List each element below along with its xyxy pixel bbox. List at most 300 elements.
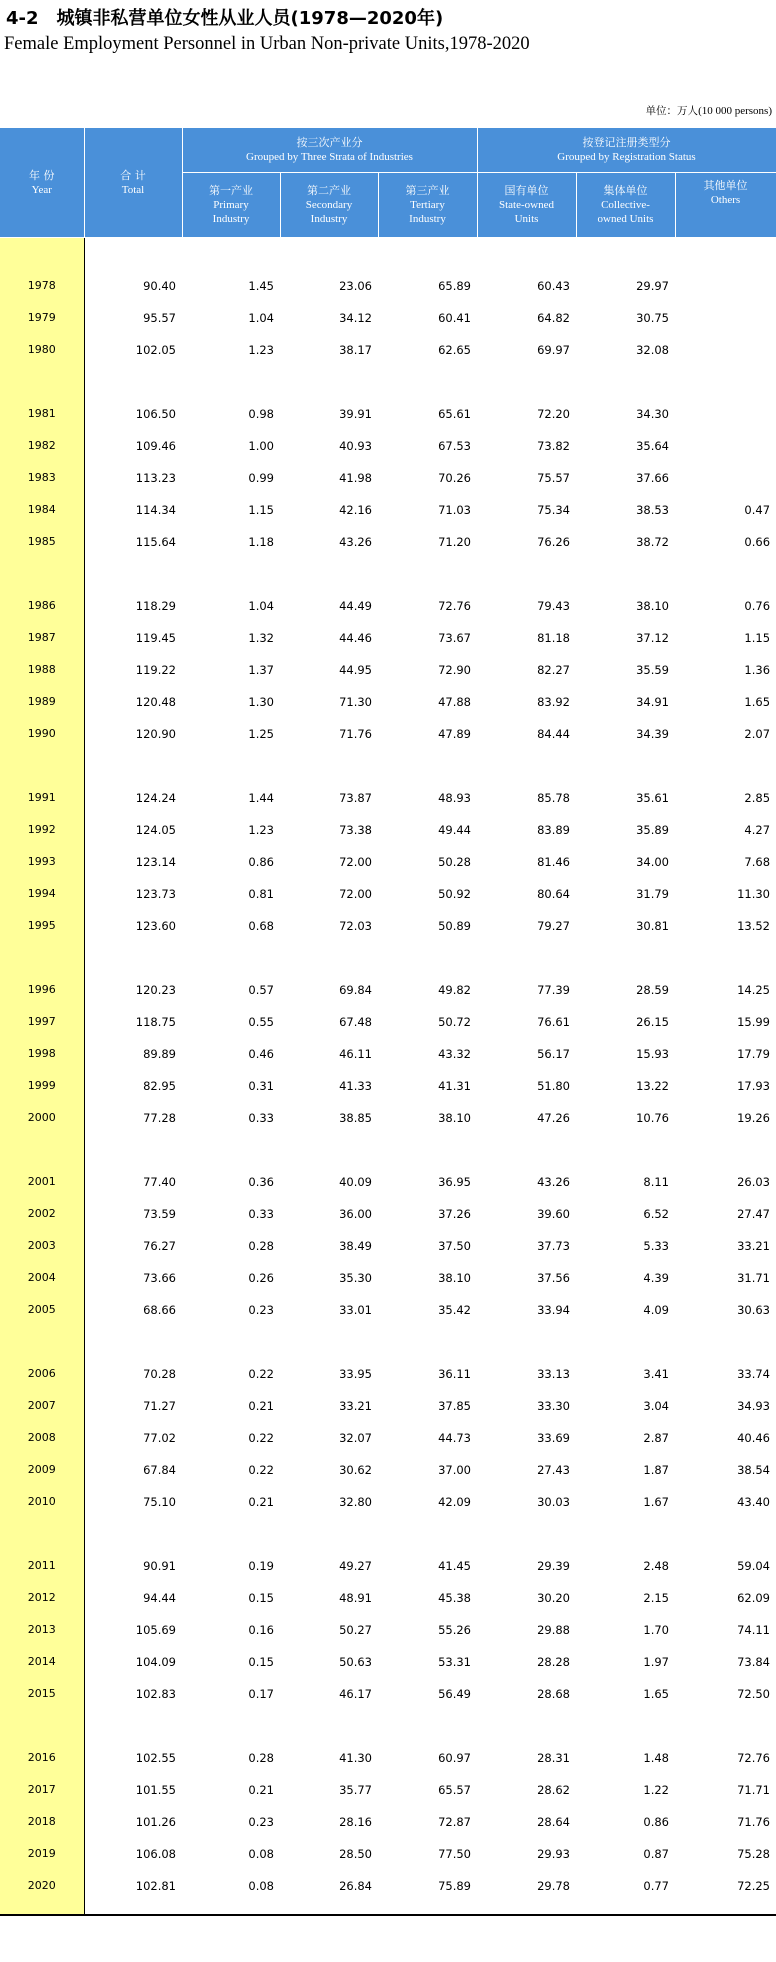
table-row <box>0 1486 776 1518</box>
spacer-cell <box>477 366 576 398</box>
spacer-cell <box>84 366 182 398</box>
data-table <box>0 127 776 1916</box>
cell-total: 101.55 <box>135 1783 176 1797</box>
cell-year: 1979 <box>0 302 84 334</box>
cell-collective: 26.15 <box>636 1015 669 1029</box>
cell-collective: 10.76 <box>636 1111 669 1125</box>
cell-secondary: 46.17 <box>339 1687 372 1701</box>
table-row <box>0 1230 776 1262</box>
spacer-cell <box>84 1902 182 1915</box>
cell-state-owned: 30.03 <box>537 1495 570 1509</box>
spacer-cell <box>477 238 576 271</box>
cell-primary: 1.04 <box>248 311 274 325</box>
cell-others <box>675 270 776 302</box>
header-collective <box>576 173 675 238</box>
header-group-registration <box>477 128 776 173</box>
spacer-cell <box>477 558 576 590</box>
cell-year: 2009 <box>0 1454 84 1486</box>
cell-others: 43.40 <box>737 1495 771 1509</box>
table-row <box>0 1582 776 1614</box>
header-tertiary-en1: Tertiary <box>410 199 445 211</box>
cell-others: 0.47 <box>744 503 771 517</box>
cell-collective: 2.15 <box>643 1591 669 1605</box>
cell-state-owned: 69.97 <box>537 343 570 357</box>
cell-secondary: 40.09 <box>339 1175 372 1189</box>
cell-year: 1986 <box>0 590 84 622</box>
cell-total: 119.22 <box>135 663 176 677</box>
spacer-cell <box>280 1902 378 1915</box>
cell-state-owned: 33.13 <box>537 1367 570 1381</box>
spacer-cell <box>280 238 378 271</box>
header-state-owned-en2: Units <box>514 213 539 225</box>
spacer-cell <box>378 1902 477 1915</box>
page-title-cn: 4-2 城镇非私营单位女性从业人员(1978—2020年) <box>6 8 444 29</box>
cell-collective: 0.87 <box>643 1847 669 1861</box>
cell-total: 77.28 <box>143 1111 176 1125</box>
cell-total: 82.95 <box>143 1079 176 1093</box>
cell-year: 1997 <box>0 1006 84 1038</box>
cell-year: 2012 <box>0 1582 84 1614</box>
cell-others: 1.36 <box>744 663 771 677</box>
cell-total: 105.69 <box>135 1623 176 1637</box>
cell-tertiary: 37.50 <box>438 1239 471 1253</box>
cell-tertiary: 36.95 <box>438 1175 471 1189</box>
cell-state-owned: 76.61 <box>537 1015 570 1029</box>
cell-primary: 0.22 <box>248 1367 274 1381</box>
cell-collective: 37.12 <box>636 631 669 645</box>
header-state-owned-en1: State-owned <box>499 199 554 211</box>
cell-primary: 0.36 <box>248 1175 274 1189</box>
table-row <box>0 1198 776 1230</box>
spacer-cell <box>477 750 576 782</box>
cell-collective: 1.87 <box>643 1463 669 1477</box>
cell-others: 71.71 <box>737 1783 771 1797</box>
cell-others: 73.84 <box>737 1655 771 1669</box>
table-row <box>0 654 776 686</box>
cell-collective: 1.48 <box>643 1751 669 1765</box>
cell-total: 120.23 <box>135 983 176 997</box>
cell-primary: 0.16 <box>248 1623 274 1637</box>
cell-secondary: 34.12 <box>339 311 372 325</box>
cell-secondary: 46.11 <box>339 1047 372 1061</box>
cell-year: 2007 <box>0 1390 84 1422</box>
cell-collective: 0.77 <box>643 1879 669 1893</box>
cell-primary: 0.99 <box>248 471 274 485</box>
header-year-cn: 年 份 <box>29 168 55 182</box>
cell-total: 102.05 <box>135 343 176 357</box>
cell-secondary: 72.03 <box>339 919 372 933</box>
cell-secondary: 67.48 <box>339 1015 372 1029</box>
cell-total: 109.46 <box>135 439 176 453</box>
cell-primary: 1.44 <box>248 791 274 805</box>
cell-others: 30.63 <box>737 1303 771 1317</box>
cell-year: 1987 <box>0 622 84 654</box>
cell-collective: 35.61 <box>636 791 669 805</box>
cell-state-owned: 85.78 <box>537 791 570 805</box>
cell-secondary: 72.00 <box>339 855 372 869</box>
header-others <box>675 173 776 238</box>
cell-tertiary: 49.82 <box>438 983 471 997</box>
cell-collective: 38.53 <box>636 503 669 517</box>
cell-primary: 0.55 <box>248 1015 274 1029</box>
cell-year: 2019 <box>0 1838 84 1870</box>
cell-collective: 0.86 <box>643 1815 669 1829</box>
cell-tertiary: 72.76 <box>438 599 471 613</box>
cell-year: 2017 <box>0 1774 84 1806</box>
table-row <box>0 590 776 622</box>
spacer-cell <box>576 750 675 782</box>
cell-primary: 0.23 <box>248 1815 274 1829</box>
table-row <box>0 1390 776 1422</box>
cell-year: 2014 <box>0 1646 84 1678</box>
cell-tertiary: 35.42 <box>438 1303 471 1317</box>
cell-secondary: 38.49 <box>339 1239 372 1253</box>
cell-total: 90.40 <box>143 279 176 293</box>
spacer-row <box>0 1518 776 1550</box>
cell-tertiary: 60.97 <box>438 1751 471 1765</box>
cell-collective: 13.22 <box>636 1079 669 1093</box>
cell-secondary: 32.07 <box>339 1431 372 1445</box>
cell-total: 106.08 <box>135 1847 176 1861</box>
cell-others: 0.76 <box>744 599 771 613</box>
cell-secondary: 38.85 <box>339 1111 372 1125</box>
cell-year: 1992 <box>0 814 84 846</box>
cell-tertiary: 71.20 <box>438 535 471 549</box>
table-row <box>0 1038 776 1070</box>
cell-collective: 4.09 <box>643 1303 669 1317</box>
cell-others: 26.03 <box>737 1175 771 1189</box>
header-secondary-en2: Industry <box>310 213 348 225</box>
cell-secondary: 69.84 <box>339 983 372 997</box>
cell-secondary: 50.27 <box>339 1623 372 1637</box>
table-row <box>0 302 776 334</box>
cell-secondary: 44.46 <box>339 631 372 645</box>
cell-collective: 3.41 <box>643 1367 669 1381</box>
cell-secondary: 43.26 <box>339 535 372 549</box>
cell-tertiary: 38.10 <box>438 1111 471 1125</box>
header-tertiary-cn: 第三产业 <box>405 184 450 197</box>
spacer-cell <box>182 942 280 974</box>
cell-collective: 29.97 <box>636 279 669 293</box>
cell-others: 27.47 <box>737 1207 771 1221</box>
spacer-cell <box>84 750 182 782</box>
table-row <box>0 1454 776 1486</box>
cell-tertiary: 50.72 <box>438 1015 471 1029</box>
header-state-owned <box>477 173 576 238</box>
spacer-cell <box>280 942 378 974</box>
spacer-cell <box>675 366 776 398</box>
cell-others: 14.25 <box>737 983 771 997</box>
cell-year: 1978 <box>0 270 84 302</box>
cell-secondary: 26.84 <box>339 1879 372 1893</box>
header-others-en1: Others <box>710 194 741 206</box>
cell-secondary: 40.93 <box>339 439 372 453</box>
table-header <box>0 128 776 238</box>
spacer-row <box>0 942 776 974</box>
cell-primary: 0.68 <box>248 919 274 933</box>
cell-secondary: 33.01 <box>339 1303 372 1317</box>
cell-total: 95.57 <box>143 311 176 325</box>
table-row <box>0 430 776 462</box>
cell-primary: 0.28 <box>248 1751 274 1765</box>
cell-total: 115.64 <box>135 535 176 549</box>
header-year <box>0 128 84 238</box>
header-primary-en1: Primary <box>213 199 249 211</box>
cell-year: 1984 <box>0 494 84 526</box>
cell-tertiary: 42.09 <box>438 1495 471 1509</box>
cell-tertiary: 37.85 <box>438 1399 471 1413</box>
cell-collective: 38.72 <box>636 535 669 549</box>
spacer-cell <box>0 1518 84 1550</box>
header-primary-cn: 第一产业 <box>209 184 253 197</box>
cell-others: 40.46 <box>737 1431 771 1445</box>
table-row <box>0 1166 776 1198</box>
header-group-industry-en: Grouped by Three Strata of Industries <box>246 151 413 163</box>
cell-state-owned: 83.92 <box>537 695 570 709</box>
table-row <box>0 814 776 846</box>
spacer-cell <box>477 942 576 974</box>
cell-year: 1982 <box>0 430 84 462</box>
cell-primary: 0.26 <box>248 1271 274 1285</box>
spacer-cell <box>0 1902 84 1915</box>
cell-collective: 8.11 <box>643 1175 669 1189</box>
spacer-cell <box>675 1710 776 1742</box>
spacer-cell <box>0 558 84 590</box>
cell-primary: 0.21 <box>248 1495 274 1509</box>
table-row <box>0 686 776 718</box>
cell-primary: 0.22 <box>248 1431 274 1445</box>
table-row <box>0 1102 776 1134</box>
header-secondary-cn: 第二产业 <box>307 184 351 197</box>
cell-state-owned: 84.44 <box>537 727 570 741</box>
spacer-cell <box>182 1518 280 1550</box>
cell-collective: 1.70 <box>643 1623 669 1637</box>
cell-total: 119.45 <box>135 631 176 645</box>
cell-tertiary: 53.31 <box>438 1655 471 1669</box>
spacer-cell <box>0 366 84 398</box>
spacer-cell <box>0 1326 84 1358</box>
header-primary-en2: Industry <box>212 213 250 225</box>
cell-year: 1985 <box>0 526 84 558</box>
cell-state-owned: 81.46 <box>537 855 570 869</box>
cell-others: 59.04 <box>737 1559 771 1573</box>
spacer-cell <box>477 1134 576 1166</box>
cell-total: 102.83 <box>135 1687 176 1701</box>
header-collective-cn: 集体单位 <box>603 184 648 197</box>
cell-primary: 0.23 <box>248 1303 274 1317</box>
cell-year: 2006 <box>0 1358 84 1390</box>
cell-secondary: 39.91 <box>339 407 372 421</box>
spacer-cell <box>675 1902 776 1915</box>
cell-secondary: 44.49 <box>339 599 372 613</box>
cell-total: 73.59 <box>143 1207 176 1221</box>
cell-year: 1989 <box>0 686 84 718</box>
spacer-cell <box>675 1518 776 1550</box>
cell-tertiary: 36.11 <box>438 1367 471 1381</box>
cell-state-owned: 77.39 <box>537 983 570 997</box>
cell-collective: 2.48 <box>643 1559 669 1573</box>
cell-total: 75.10 <box>143 1495 176 1509</box>
spacer-cell <box>576 1134 675 1166</box>
spacer-cell <box>280 1134 378 1166</box>
cell-primary: 1.00 <box>248 439 274 453</box>
cell-collective: 35.89 <box>636 823 669 837</box>
cell-tertiary: 60.41 <box>438 311 471 325</box>
header-others-cn: 其他单位 <box>703 179 748 192</box>
cell-collective: 30.75 <box>636 311 669 325</box>
cell-primary: 1.25 <box>248 727 274 741</box>
cell-collective: 1.65 <box>643 1687 669 1701</box>
cell-tertiary: 41.45 <box>438 1559 471 1573</box>
spacer-cell <box>675 942 776 974</box>
cell-total: 104.09 <box>135 1655 176 1669</box>
spacer-cell <box>576 1710 675 1742</box>
table-row <box>0 398 776 430</box>
cell-primary: 0.08 <box>248 1847 274 1861</box>
table-row <box>0 622 776 654</box>
cell-state-owned: 33.30 <box>537 1399 570 1413</box>
spacer-cell <box>182 1134 280 1166</box>
cell-tertiary: 75.89 <box>438 1879 471 1893</box>
cell-primary: 0.21 <box>248 1783 274 1797</box>
cell-others <box>675 302 776 334</box>
header-total-cn: 合 计 <box>120 168 146 182</box>
cell-tertiary: 50.89 <box>438 919 471 933</box>
cell-primary: 0.33 <box>248 1111 274 1125</box>
cell-total: 106.50 <box>135 407 176 421</box>
cell-state-owned: 64.82 <box>537 311 570 325</box>
spacer-cell <box>280 366 378 398</box>
spacer-cell <box>675 1134 776 1166</box>
cell-tertiary: 45.38 <box>438 1591 471 1605</box>
spacer-cell <box>280 558 378 590</box>
spacer-cell <box>378 366 477 398</box>
spacer-cell <box>0 1710 84 1742</box>
cell-primary: 0.98 <box>248 407 274 421</box>
cell-state-owned: 81.18 <box>537 631 570 645</box>
spacer-row <box>0 366 776 398</box>
cell-state-owned: 28.28 <box>537 1655 570 1669</box>
cell-tertiary: 67.53 <box>438 439 471 453</box>
table-row <box>0 1294 776 1326</box>
cell-secondary: 49.27 <box>339 1559 372 1573</box>
cell-tertiary: 65.61 <box>438 407 471 421</box>
cell-tertiary: 65.57 <box>438 1783 471 1797</box>
spacer-cell <box>280 750 378 782</box>
spacer-cell <box>0 1134 84 1166</box>
cell-state-owned: 56.17 <box>537 1047 570 1061</box>
cell-others: 31.71 <box>737 1271 771 1285</box>
cell-collective: 2.87 <box>643 1431 669 1445</box>
table-end-row <box>0 1902 776 1915</box>
cell-secondary: 30.62 <box>339 1463 372 1477</box>
table-row <box>0 1422 776 1454</box>
cell-primary: 0.46 <box>248 1047 274 1061</box>
header-collective-en2: owned Units <box>597 213 654 225</box>
cell-primary: 0.15 <box>248 1591 274 1605</box>
cell-year: 1993 <box>0 846 84 878</box>
cell-collective: 38.10 <box>636 599 669 613</box>
cell-year: 1996 <box>0 974 84 1006</box>
cell-state-owned: 29.93 <box>537 1847 570 1861</box>
spacer-cell <box>576 942 675 974</box>
cell-total: 124.05 <box>135 823 176 837</box>
table-row <box>0 878 776 910</box>
cell-primary: 1.45 <box>248 279 274 293</box>
cell-others <box>675 398 776 430</box>
unit-label-cn: 单位：万人 <box>645 105 699 117</box>
cell-total: 124.24 <box>135 791 176 805</box>
cell-secondary: 38.17 <box>339 343 372 357</box>
cell-secondary: 72.00 <box>339 887 372 901</box>
header-collective-en1: Collective- <box>601 199 650 211</box>
cell-collective: 34.30 <box>636 407 669 421</box>
cell-secondary: 36.00 <box>339 1207 372 1221</box>
header-year-en: Year <box>31 183 52 196</box>
cell-tertiary: 71.03 <box>438 503 471 517</box>
spacer-cell <box>378 750 477 782</box>
table-row <box>0 910 776 942</box>
cell-tertiary: 72.90 <box>438 663 471 677</box>
cell-collective: 35.59 <box>636 663 669 677</box>
cell-collective: 34.91 <box>636 695 669 709</box>
header-group-registration-en: Grouped by Registration Status <box>557 151 696 163</box>
cell-year: 1988 <box>0 654 84 686</box>
cell-year: 2016 <box>0 1742 84 1774</box>
cell-collective: 6.52 <box>643 1207 669 1221</box>
cell-year: 1983 <box>0 462 84 494</box>
cell-total: 114.34 <box>135 503 176 517</box>
cell-year: 1981 <box>0 398 84 430</box>
spacer-cell <box>576 366 675 398</box>
spacer-cell <box>0 942 84 974</box>
cell-state-owned: 27.43 <box>537 1463 570 1477</box>
cell-tertiary: 41.31 <box>438 1079 471 1093</box>
header-tertiary <box>378 173 477 238</box>
table-row <box>0 1742 776 1774</box>
spacer-cell <box>576 238 675 271</box>
cell-tertiary: 48.93 <box>438 791 471 805</box>
table-row <box>0 1006 776 1038</box>
cell-state-owned: 43.26 <box>537 1175 570 1189</box>
spacer-cell <box>182 558 280 590</box>
spacer-cell <box>84 1134 182 1166</box>
cell-primary: 1.23 <box>248 343 274 357</box>
cell-collective: 28.59 <box>636 983 669 997</box>
cell-tertiary: 50.28 <box>438 855 471 869</box>
cell-total: 67.84 <box>143 1463 176 1477</box>
cell-tertiary: 50.92 <box>438 887 471 901</box>
cell-secondary: 71.76 <box>339 727 372 741</box>
spacer-cell <box>84 1710 182 1742</box>
cell-year: 2005 <box>0 1294 84 1326</box>
cell-secondary: 41.98 <box>339 471 372 485</box>
spacer-cell <box>280 1326 378 1358</box>
table-row <box>0 1070 776 1102</box>
cell-primary: 0.19 <box>248 1559 274 1573</box>
table-row <box>0 1806 776 1838</box>
cell-state-owned: 76.26 <box>537 535 570 549</box>
cell-year: 1994 <box>0 878 84 910</box>
cell-collective: 34.39 <box>636 727 669 741</box>
cell-state-owned: 79.43 <box>537 599 570 613</box>
cell-others: 74.11 <box>737 1623 771 1637</box>
cell-primary: 0.15 <box>248 1655 274 1669</box>
spacer-cell <box>182 238 280 271</box>
cell-secondary: 41.33 <box>339 1079 372 1093</box>
cell-others: 33.21 <box>737 1239 771 1253</box>
cell-year: 1999 <box>0 1070 84 1102</box>
